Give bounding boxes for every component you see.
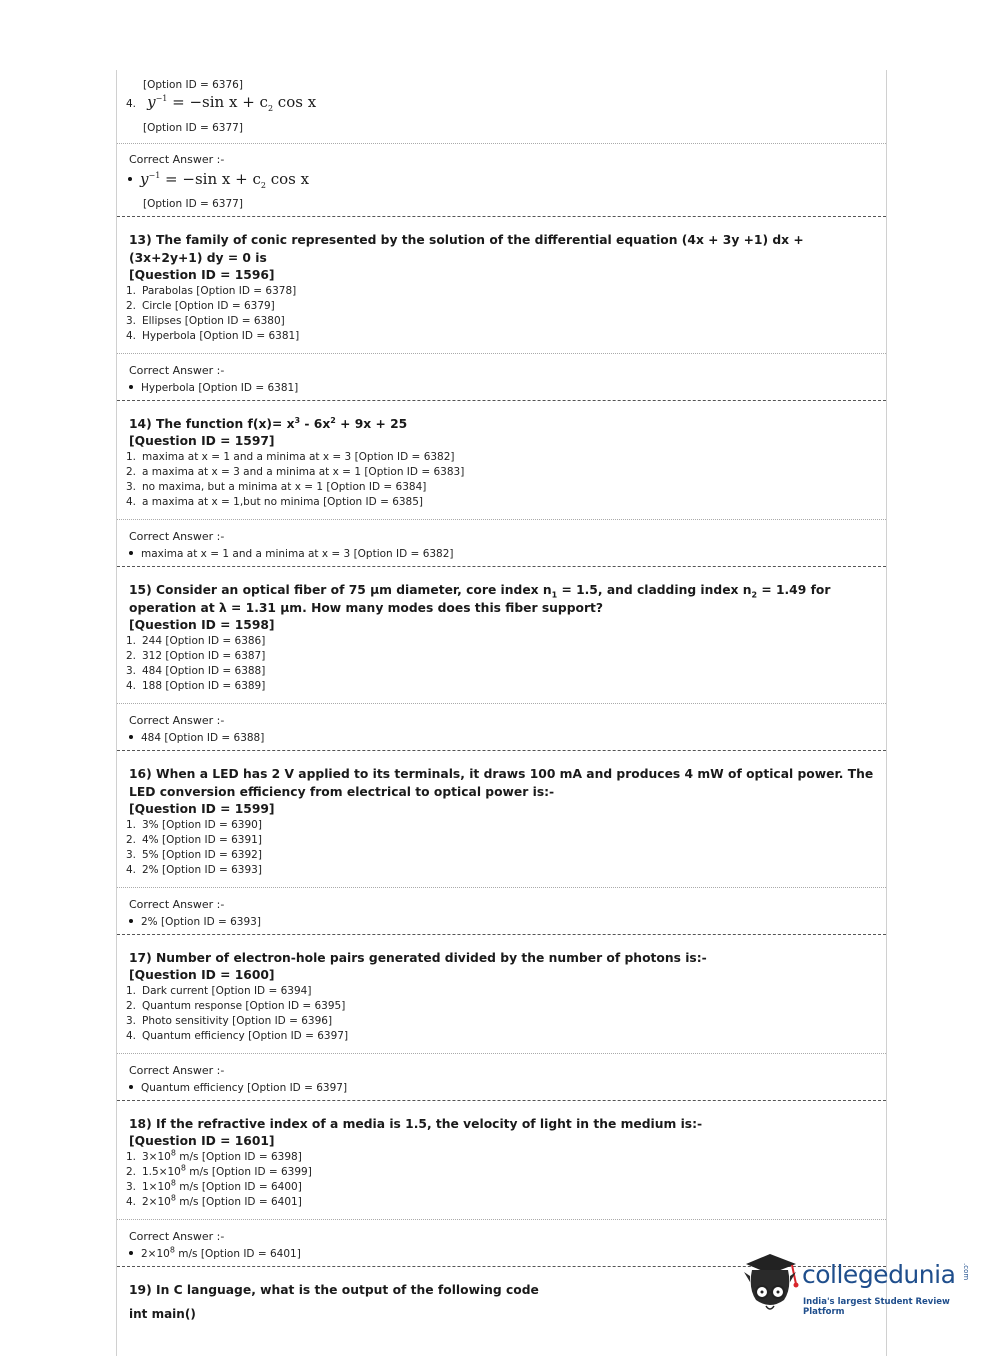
option: 3. $1\times 10^8$ m/s [Option ID = 6400]	[126, 1178, 302, 1193]
correct-answer-section	[117, 703, 886, 750]
question-title: 19) In C language, what is the output of the following code	[129, 1283, 539, 1297]
bullet-icon	[129, 385, 133, 389]
correct-answer-item: Quantum efficiency [Option ID = 6397]	[117, 1082, 886, 1094]
correct-answer-section	[117, 519, 886, 566]
question-id: [Question ID = 1599]	[129, 802, 275, 816]
question-16	[117, 750, 886, 878]
option: 4. 188 [Option ID = 6389]	[126, 680, 266, 692]
question-title: 18) If the refractive index of a media is 1.5, the velocity of light in the medium is:-	[129, 1117, 703, 1131]
option: 4. Quantum efficiency [Option ID = 6397]	[126, 1030, 349, 1042]
collegedunia-logo	[740, 1250, 970, 1320]
question-title: 17) Number of electron-hole pairs generated divided by the number of photons is:-	[129, 951, 707, 965]
correct-answer-label: Correct Answer :-	[129, 1230, 225, 1243]
options-list	[117, 284, 886, 344]
bullet-icon	[129, 735, 133, 739]
correct-answer-section	[117, 887, 886, 934]
exam-page	[116, 70, 887, 1356]
code-line: int main()	[129, 1307, 196, 1321]
question-title: 15) Consider an optical fiber of 75 μm diameter, core index $n_1 = 1.5$, and cladding index $n_2 = 1.49$ for operation at λ = 1.31 μm. How many modes does this fiber support?	[129, 583, 831, 615]
option: 4. $2\times 10^8$ m/s [Option ID = 6401]	[126, 1193, 302, 1208]
graduate-mascot-icon	[740, 1250, 802, 1316]
correct-answer-item: maxima at x = 1 and a minima at x = 3 [Option ID = 6382]	[117, 548, 886, 560]
option: 2. 312 [Option ID = 6387]	[126, 650, 266, 662]
correct-answer-item: Hyperbola [Option ID = 6381]	[117, 382, 886, 394]
options-list	[117, 450, 886, 510]
option: 4. a maxima at x = 1,but no minima [Option ID = 6385]	[126, 496, 424, 508]
question-id: [Question ID = 1598]	[129, 618, 275, 632]
bullet-icon	[129, 551, 133, 555]
option-id: [Option ID = 6376]	[143, 79, 243, 91]
option: 2. Quantum response [Option ID = 6395]	[126, 1000, 346, 1012]
options-list	[117, 634, 886, 694]
option: 1. Dark current [Option ID = 6394]	[126, 985, 312, 997]
question-id: [Question ID = 1601]	[129, 1134, 275, 1148]
options-list	[117, 984, 886, 1044]
option: 3. 484 [Option ID = 6388]	[126, 665, 266, 677]
option: 2. 4% [Option ID = 6391]	[126, 834, 262, 846]
correct-answer-label: Correct Answer :-	[129, 153, 225, 166]
bullet-icon	[128, 177, 132, 181]
question-id: [Question ID = 1597]	[129, 434, 275, 448]
question-13	[117, 216, 886, 344]
question-18	[117, 1100, 886, 1210]
logo-com: .com	[962, 1263, 970, 1281]
correct-answer-label: Correct Answer :-	[129, 364, 225, 377]
option: 2. $1.5\times 10^8$ m/s [Option ID = 6399]	[126, 1163, 312, 1178]
question-title: 13) The family of conic represented by the solution of the differential equation (4x + 3y +1) dx + (3x+2y+1) dy = 0 is	[129, 233, 804, 265]
option: 3. no maxima, but a minima at x = 1 [Option ID = 6384]	[126, 481, 427, 493]
option-id: [Option ID = 6377]	[143, 122, 243, 134]
question-title: 14) The function $f(x)= x^3 - 6x^2 + 9x + 25$	[129, 415, 408, 431]
question-id: [Question ID = 1596]	[129, 268, 275, 282]
correct-answer-item: $2\times 10^8$ m/s [Option ID = 6401]	[117, 1248, 886, 1260]
bullet-icon	[129, 1085, 133, 1089]
question-title: 16) When a LED has 2 V applied to its terminals, it draws 100 mA and produces 4 mW of optical power. The LED conversion efficiency from electrical to optical power is:-	[129, 767, 874, 799]
correct-answer-item: 484 [Option ID = 6388]	[117, 732, 886, 744]
correct-answer-section	[117, 353, 886, 400]
logo-tagline: India's largest Student Review Platform	[803, 1297, 950, 1317]
option: 1. Parabolas [Option ID = 6378]	[126, 285, 297, 297]
bullet-icon	[129, 1251, 133, 1255]
correct-answer-label: Correct Answer :-	[129, 898, 225, 911]
options-list	[117, 818, 886, 878]
question-id: [Question ID = 1600]	[129, 968, 275, 982]
option: 4. Hyperbola [Option ID = 6381]	[126, 330, 300, 342]
logo-name: collegedunia	[802, 1260, 956, 1289]
correct-answer-label: Correct Answer :-	[129, 530, 225, 543]
correct-answer-item: $y^{-1} = -\sin$ $x + c_2$ cos x	[117, 169, 886, 188]
option: 2. a maxima at x = 3 and a minima at x = 1 [Option ID = 6383]	[126, 466, 465, 478]
option: 1. 244 [Option ID = 6386]	[126, 635, 266, 647]
question-14	[117, 400, 886, 510]
option: 4. 2% [Option ID = 6393]	[126, 864, 262, 876]
correct-answer-label: Correct Answer :-	[129, 1064, 225, 1077]
option-4-math: $y^{-1} = -\sin$ $x + c_2$ cos x	[147, 93, 317, 113]
correct-answer-section	[117, 143, 886, 210]
option: 2. Circle [Option ID = 6379]	[126, 300, 275, 312]
correct-answer-label: Correct Answer :-	[129, 714, 225, 727]
option-4: 4. $y^{-1} = -\sin$ $x + c_2$ cos x	[126, 93, 317, 113]
option: 3. Photo sensitivity [Option ID = 6396]	[126, 1015, 333, 1027]
option: 1. maxima at x = 1 and a minima at x = 3 [Option ID = 6382]	[126, 451, 455, 463]
option: 3. 5% [Option ID = 6392]	[126, 849, 262, 861]
correct-answer-item: 2% [Option ID = 6393]	[117, 916, 886, 928]
correct-answer-section	[117, 1053, 886, 1100]
question-17	[117, 934, 886, 1044]
option: 3. Ellipses [Option ID = 6380]	[126, 315, 285, 327]
question-15	[117, 566, 886, 694]
option-id: [Option ID = 6377]	[143, 198, 243, 210]
option: 1. $3\times 10^8$ m/s [Option ID = 6398]	[126, 1148, 302, 1163]
prev-question-tail	[117, 70, 886, 134]
options-list	[117, 1150, 886, 1210]
option: 1. 3% [Option ID = 6390]	[126, 819, 262, 831]
bullet-icon	[129, 919, 133, 923]
